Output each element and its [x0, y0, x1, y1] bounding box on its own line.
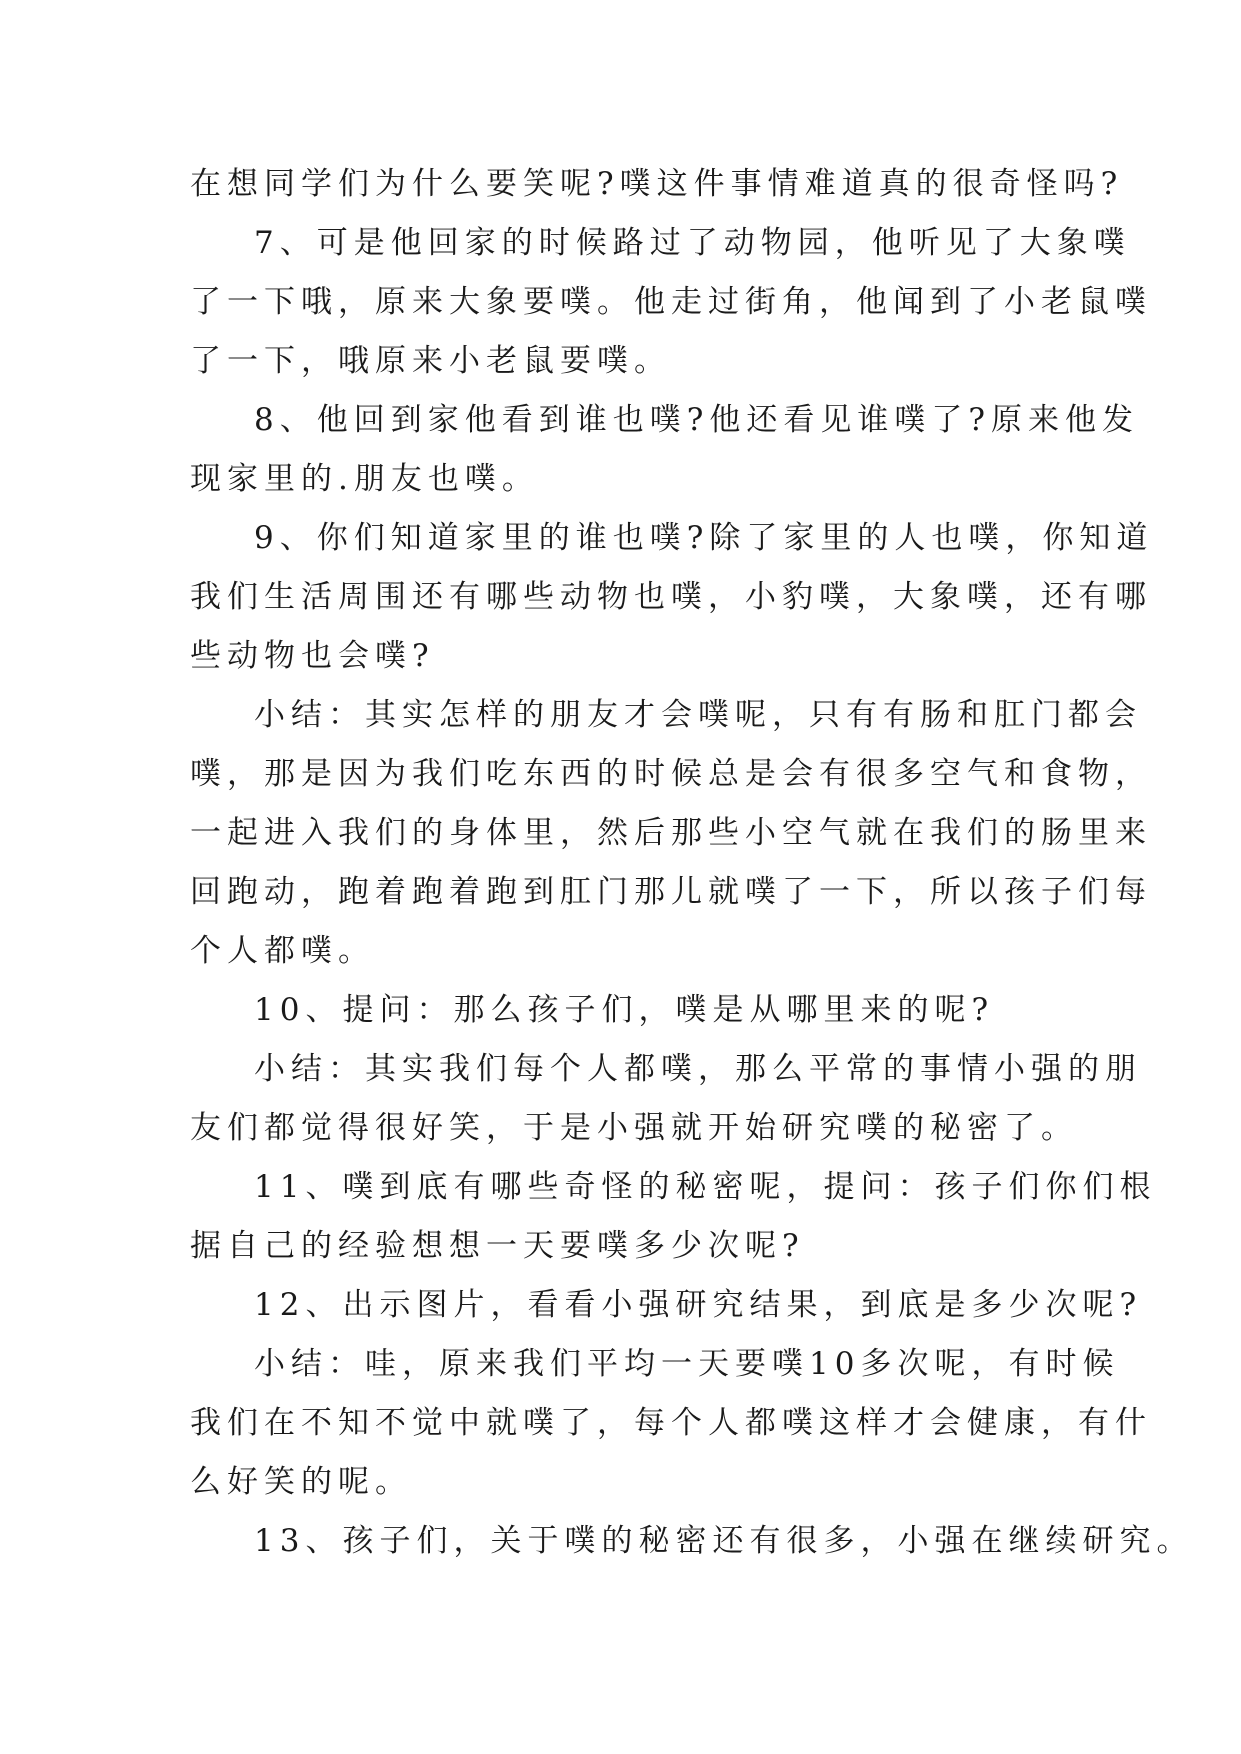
text-line: 7、可是他回家的时候路过了动物园，他听见了大象噗	[254, 225, 1131, 261]
text-line: 8、他回到家他看到谁也噗?他还看见谁噗了?原来他发	[254, 402, 1139, 438]
text-line: 了一下哦，原来大象要噗。他走过街角，他闻到了小老鼠噗	[190, 284, 1152, 320]
text-line: 一起进入我们的身体里，然后那些小空气就在我们的肠里来	[190, 815, 1152, 851]
text-line: 12、出示图片，看看小强研究结果，到底是多少次呢?	[254, 1287, 1143, 1323]
text-line: 我们生活周围还有哪些动物也噗，小豹噗，大象噗，还有哪	[190, 579, 1152, 615]
text-line: 10、提问：那么孩子们，噗是从哪里来的呢?	[254, 992, 995, 1028]
text-line: 个人都噗。	[190, 933, 375, 969]
text-line: 噗，那是因为我们吃东西的时候总是会有很多空气和食物，	[190, 756, 1152, 792]
text-line: 些动物也会噗?	[190, 638, 435, 674]
text-line: 友们都觉得很好笑，于是小强就开始研究噗的秘密了。	[190, 1110, 1078, 1146]
text-line: 小结：哇，原来我们平均一天要噗10多次呢，有时候	[254, 1346, 1120, 1382]
text-line: 现家里的.朋友也噗。	[190, 461, 539, 497]
text-line: 了一下，哦原来小老鼠要噗。	[190, 343, 671, 379]
text-line: 小结：其实我们每个人都噗，那么平常的事情小强的朋	[254, 1051, 1142, 1087]
text-line: 据自己的经验想想一天要噗多少次呢?	[190, 1228, 805, 1264]
text-line: 我们在不知不觉中就噗了，每个人都噗这样才会健康，有什	[190, 1405, 1152, 1441]
text-line: 回跑动，跑着跑着跑到肛门那儿就噗了一下，所以孩子们每	[190, 874, 1152, 910]
text-line: 在想同学们为什么要笑呢?噗这件事情难道真的很奇怪吗?	[190, 166, 1124, 202]
text-line: 么好笑的呢。	[190, 1464, 412, 1500]
text-line: 9、你们知道家里的谁也噗?除了家里的人也噗，你知道	[254, 520, 1154, 556]
text-line: 13、孩子们，关于噗的秘密还有很多，小强在继续研究。	[254, 1523, 1194, 1559]
text-line: 11、噗到底有哪些奇怪的秘密呢，提问：孩子们你们根	[254, 1169, 1157, 1205]
text-line: 小结：其实怎样的朋友才会噗呢，只有有肠和肛门都会	[254, 697, 1142, 733]
